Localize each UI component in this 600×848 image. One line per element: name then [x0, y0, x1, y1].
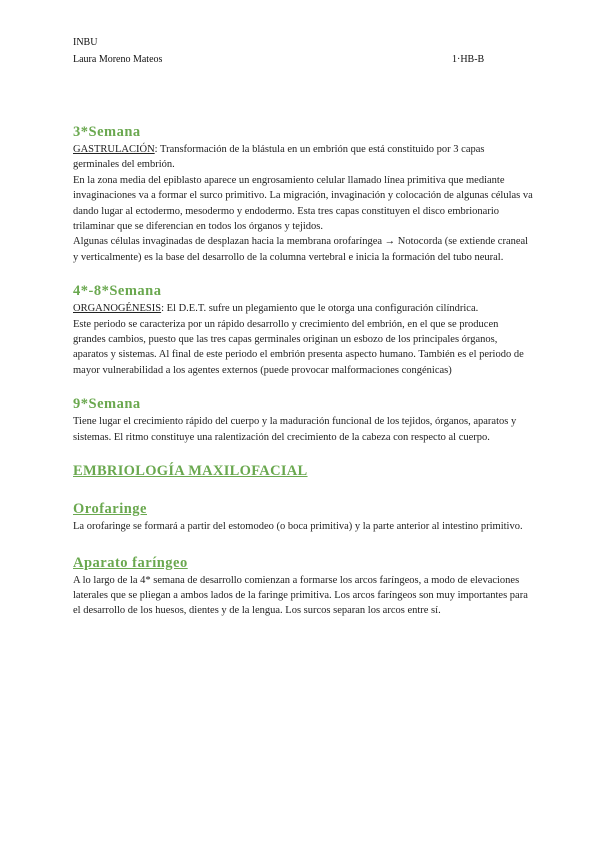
subsection-title: Orofaringe	[73, 501, 147, 518]
definition-text: : El D.E.T. sufre un plegamiento que le otorga una configuración cilíndrica.	[161, 303, 479, 315]
main-heading: EMBRIOLOGÍA MAXILOFACIAL	[73, 463, 308, 480]
header-author: Laura Moreno Mateos	[73, 54, 163, 65]
section-title: 4*-8*Semana	[73, 283, 162, 300]
subsection-aparato-faringeo	[73, 553, 533, 619]
body-paragraph: Algunas células invaginadas de desplazan hacia la membrana orofaríngea → Notocorda (se extiende craneal y verticalmente) es la base del desarrollo de la columna vertebral e inicia la formación del tubo neural.	[73, 236, 529, 263]
term: GASTRULACIÓN	[73, 144, 155, 155]
body-paragraph: A lo largo de la 4* semana de desarrollo comienzan a formarse los arcos faríngeos, a modo de elevaciones laterales que se pliegan a ambos lados de la faringe primitiva. Los arcos faríngeos son muy importantes para el desarrollo de los huesos, dientes y de la lengua. Los surcos separan los arcos entre sí.	[73, 574, 528, 617]
header-org: INBU	[73, 37, 98, 48]
body-paragraph: En la zona media del epiblasto aparece un engrosamiento celular llamado línea primitiva que mediante invaginaciones va a formar el surco primitivo. La migración, invaginación y colocación de algunas células va dando lugar al ectodermo, mesodermo y endodermo. Esta tres capas constituyen el disco embrionario trilaminar que se diferencian en todos los órganos y tejidos.	[73, 174, 533, 233]
section-week-4-8	[73, 281, 533, 378]
subsection-title: Aparato faríngeo	[73, 554, 188, 571]
definition-paragraph	[73, 301, 533, 316]
term: ORGANOGÉNESIS	[73, 303, 162, 315]
definition-paragraph	[73, 142, 533, 173]
section-week-3	[73, 122, 533, 265]
subsection-orofaringe	[73, 499, 533, 534]
section-title: 3*Semana	[73, 124, 141, 140]
definition-text: : Transformación de la blástula en un embrión que está constituido por 3 capas germinales del embrión.	[73, 144, 485, 171]
header-group: 1·HB-B	[452, 54, 485, 65]
section-week-9	[73, 394, 533, 445]
document-body	[73, 122, 533, 635]
section-title: 9*Semana	[73, 396, 141, 413]
body-paragraph: Este periodo se caracteriza por un rápido desarrollo y crecimiento del embrión, en el que se producen grandes cambios, puesto que las tres capas germinales originan un esbozo de los principales órganos, aparatos y sistemas. Al final de este periodo el embrión presenta aspecto humano. También es el periodo de mayor vulnerabilidad a los agentes externos (puede provocar malformaciones congénicas)	[73, 318, 524, 376]
body-paragraph: La orofaringe se formará a partir del estomodeo (o boca primitiva) y la parte anterior al intestino primitivo.	[73, 521, 523, 533]
main-heading-block	[73, 461, 533, 481]
body-paragraph: Tiene lugar el crecimiento rápido del cuerpo y la maduración funcional de los tejidos, órganos, aparatos y sistemas. El ritmo constituye una ralentización del crecimiento de la cabeza con respecto al cuerpo.	[73, 416, 517, 443]
